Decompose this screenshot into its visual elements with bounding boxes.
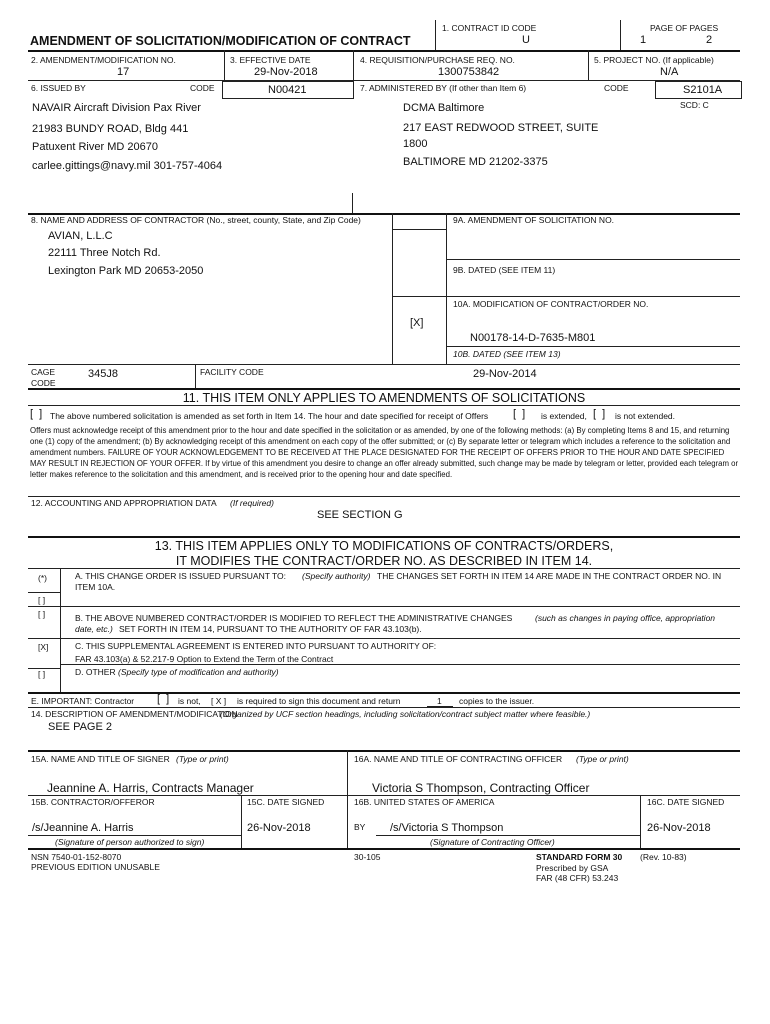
- rule: [28, 707, 740, 708]
- contractor-label: 8. NAME AND ADDRESS OF CONTRACTOR (No., street, county, State, and Zip Code): [31, 215, 361, 225]
- rule: [28, 750, 740, 752]
- item13a-authority: (Specify authority): [302, 571, 371, 581]
- page-number: 1: [640, 34, 647, 46]
- contracting-officer-italic: (Type or print): [576, 754, 629, 764]
- section-13-title: 13. THIS ITEM APPLIES ONLY TO MODIFICATIONS OF CONTRACTS/ORDERS,: [154, 539, 614, 553]
- section-11-text: The above numbered solicitation is amended as set forth in Item 14. The hour and date specified for receipt of Offers: [50, 411, 489, 421]
- dated-10b-label: 10B. DATED (SEE ITEM 13): [453, 349, 561, 359]
- project-no-value: N/A: [660, 66, 679, 78]
- rule: [446, 259, 740, 260]
- amendment-no-label: 2. AMENDMENT/MODIFICATION NO.: [31, 55, 176, 65]
- admin-line: BALTIMORE MD 21202-3375: [403, 156, 548, 168]
- cage-label: CAGE: [31, 367, 56, 377]
- rule: [640, 795, 641, 848]
- issued-by-label: 6. ISSUED BY: [31, 83, 86, 93]
- item13-empty-mark: [ ]: [38, 595, 46, 605]
- form-number: 30-105: [354, 852, 381, 862]
- nsn-number: NSN 7540-01-152-8070: [31, 852, 122, 862]
- item13b-italic: (such as changes in paying office, appropriation: [535, 613, 716, 623]
- rule: [28, 50, 740, 52]
- modification-contract-value: N00178-14-D-7635-M801: [470, 332, 596, 344]
- by-label: BY: [354, 822, 366, 832]
- rule: [28, 592, 60, 593]
- not-extended-label: is not extended.: [615, 411, 676, 421]
- far-reference: FAR (48 CFR) 53.243: [536, 873, 619, 883]
- section-11-title: 11. THIS ITEM ONLY APPLIES TO AMENDMENTS OF SOLICITATIONS: [182, 391, 586, 405]
- rule: [28, 364, 740, 365]
- contractor-line: AVIAN, L.L.C: [48, 230, 113, 242]
- signer-label: 15A. NAME AND TITLE OF SIGNER: [31, 754, 170, 764]
- rule: [392, 296, 740, 297]
- is-required-checkbox: [ X ]: [211, 696, 227, 706]
- rule: [28, 848, 740, 850]
- signature-person-caption: (Signature of person authorized to sign): [55, 837, 205, 847]
- contracting-officer-name: Victoria S Thompson, Contracting Officer: [372, 781, 590, 795]
- rule: [435, 20, 436, 50]
- effective-date-label: 3. EFFECTIVE DATE: [230, 55, 311, 65]
- contractor-line: 22111 Three Notch Rd.: [48, 247, 161, 259]
- project-no-label: 5. PROJECT NO. (If applicable): [594, 55, 714, 65]
- page-of-pages-label: PAGE OF PAGES: [650, 23, 719, 33]
- cage-value: 345J8: [88, 368, 118, 380]
- accounting-value: SEE SECTION G: [317, 509, 403, 521]
- rule: [392, 229, 446, 230]
- rule: [28, 536, 740, 538]
- item13a-text: THE CHANGES SET FORTH IN ITEM 14 ARE MADE IN THE CONTRACT ORDER NO. IN: [377, 571, 722, 581]
- item13a-text2: ITEM 10A.: [75, 582, 116, 592]
- item13b-text2: SET FORTH IN ITEM 14, PURSUANT TO THE AUTHORITY OF FAR 43.103(b).: [119, 624, 422, 634]
- signer-name: Jeannine A. Harris, Contracts Manager: [47, 781, 254, 795]
- amendment-no-value: 17: [117, 66, 130, 78]
- signer-italic: (Type or print): [176, 754, 229, 764]
- rule: [392, 213, 393, 364]
- issuer-line: Patuxent River MD 20670: [32, 141, 158, 153]
- requisition-label: 4. REQUISITION/PURCHASE REQ. NO.: [360, 55, 515, 65]
- admin-line: 217 EAST REDWOOD STREET, SUITE: [403, 122, 599, 134]
- issued-code-label: CODE: [190, 83, 215, 93]
- is-not-label: is not,: [178, 696, 201, 706]
- rule: [28, 835, 241, 836]
- administered-by-label: 7. ADMINISTERED BY (If other than Item 6): [360, 83, 527, 93]
- rule: [446, 213, 447, 364]
- officer-signature: /s/Victoria S Thompson: [390, 822, 504, 834]
- rule: [28, 795, 740, 796]
- checkbox-not-extended: [ ]: [593, 408, 606, 420]
- item13d-mark: [ ]: [38, 669, 46, 679]
- standard-form: STANDARD FORM 30: [536, 852, 623, 862]
- section-11-paragraph: Offers must acknowledge receipt of this amendment prior to the hour and date specified in the solicitation or as amended, by one of the following methods: (a) By completing Items 8 and 15, and returning one (1) copy of the amendment; (b) By acknowledging receipt of this amendment on each copy of the offer submitted; or (c) By separate letter or telegram which includes a reference to the solicitation and amendment numbers. FAILURE OF YOUR ACKNOWLEDGEMENT TO BE RECEIVED AT THE PLACE DESIGNATED FOR THE RECEIPT OF OFFERS PRIOR TO THE HOUR AND DATE SPECIFIED MAY RESULT IN REJECTION OF YOUR OFFER. If by virtue of this amendment you desire to change an offer already submitted, such change may be made by telegram or letter, provided each telegram or letter makes reference to the solicitation and this amendment, and is received prior to the opening hour and date specified.: [30, 426, 739, 479]
- admin-line: 1800: [403, 138, 428, 150]
- issuer-line: NAVAIR Aircraft Division Pax River: [32, 102, 201, 114]
- rule: [28, 405, 740, 406]
- item13b-italic2: date, etc.): [75, 624, 113, 634]
- rule: [195, 364, 196, 388]
- rule: [28, 568, 740, 569]
- checkbox-is-not: [ ]: [157, 693, 170, 705]
- rule: [352, 193, 353, 213]
- item13b-label: B. THE ABOVE NUMBERED CONTRACT/ORDER IS MODIFIED TO REFLECT THE ADMINISTRATIVE CHANGES: [75, 613, 513, 623]
- admin-line: DCMA Baltimore: [403, 102, 485, 114]
- important-label: E. IMPORTANT: Contractor: [31, 696, 135, 706]
- contract-id-label: 1. CONTRACT ID CODE: [442, 23, 537, 33]
- date-signed-15c-label: 15C. DATE SIGNED: [247, 797, 325, 807]
- rule: [28, 388, 740, 390]
- is-required-text: is required to sign this document and return: [237, 696, 401, 706]
- dated-9b-label: 9B. DATED (SEE ITEM 11): [453, 265, 556, 275]
- checkbox-extended: [ ]: [513, 408, 526, 420]
- contractor-line: Lexington Park MD 20653-2050: [48, 265, 204, 277]
- rule: [60, 664, 740, 665]
- rule: [241, 795, 242, 848]
- checkbox-11: [ ]: [30, 408, 43, 420]
- amendment-solicitation-label: 9A. AMENDMENT OF SOLICITATION NO.: [453, 215, 615, 225]
- extended-label: is extended,: [541, 411, 587, 421]
- rule: [28, 80, 740, 81]
- contract-id-value: U: [522, 34, 530, 46]
- facility-code-label: FACILITY CODE: [200, 367, 264, 377]
- admin-code-label: CODE: [604, 83, 629, 93]
- previous-edition: PREVIOUS EDITION UNUSABLE: [31, 862, 160, 872]
- item13d-italic: (Specify type of modification and authority): [118, 667, 279, 677]
- cage-label: CODE: [31, 378, 56, 388]
- description-value: SEE PAGE 2: [48, 721, 112, 733]
- form-title: AMENDMENT OF SOLICITATION/MODIFICATION OF CONTRACT: [30, 34, 411, 48]
- copies-number: 1: [437, 696, 442, 706]
- modification-contract-label: 10A. MODIFICATION OF CONTRACT/ORDER NO.: [453, 299, 649, 309]
- rule: [60, 568, 61, 692]
- issued-code-value: N00421: [268, 84, 307, 96]
- item13c-mark: [X]: [38, 642, 49, 652]
- rule: [28, 692, 740, 694]
- united-states-label: 16B. UNITED STATES OF AMERICA: [354, 797, 495, 807]
- item13b-mark: [ ]: [38, 609, 46, 619]
- scd-label: SCD: C: [680, 100, 709, 110]
- copies-text: copies to the issuer.: [459, 696, 535, 706]
- rule: [28, 496, 740, 497]
- requisition-value: 1300753842: [438, 66, 500, 78]
- dated-10b-value: 29-Nov-2014: [473, 368, 537, 380]
- issuer-line: 21983 BUNDY ROAD, Bldg 441: [32, 123, 189, 135]
- item10-checkbox: [X]: [410, 317, 424, 329]
- contractor-signature: /s/Jeannine A. Harris: [32, 822, 134, 834]
- admin-code-value: S2101A: [683, 84, 723, 96]
- signature-officer-caption: (Signature of Contracting Officer): [430, 837, 555, 847]
- contracting-officer-label: 16A. NAME AND TITLE OF CONTRACTING OFFICER: [354, 754, 563, 764]
- rule: [28, 606, 740, 607]
- date-signed-16c-value: 26-Nov-2018: [647, 822, 711, 834]
- rule: [353, 50, 354, 80]
- date-signed-15c-value: 26-Nov-2018: [247, 822, 311, 834]
- description-label: 14. DESCRIPTION OF AMENDMENT/MODIFICATION: [31, 709, 238, 719]
- rule: [620, 20, 621, 50]
- contractor-offeror-label: 15B. CONTRACTOR/OFFEROR: [31, 797, 155, 807]
- form-revision: (Rev. 10-83): [640, 852, 687, 862]
- item13c-label: C. THIS SUPPLEMENTAL AGREEMENT IS ENTERED INTO PURSUANT TO AUTHORITY OF:: [75, 641, 437, 651]
- item13d-label: D. OTHER: [75, 667, 116, 677]
- rule: [446, 346, 740, 347]
- section-13-subtitle: IT MODIFIES THE CONTRACT/ORDER NO. AS DESCRIBED IN ITEM 14.: [175, 554, 593, 568]
- rule: [347, 750, 348, 848]
- item13a-mark: (*): [38, 573, 47, 583]
- rule: [588, 50, 589, 80]
- description-italic: (Organized by UCF section headings, including solicitation/contract subject matter where feasible.): [220, 709, 591, 719]
- rule: [224, 50, 225, 80]
- effective-date-value: 29-Nov-2018: [254, 66, 318, 78]
- item13a-label: A. THIS CHANGE ORDER IS ISSUED PURSUANT TO:: [75, 571, 286, 581]
- accounting-label: 12. ACCOUNTING AND APPROPRIATION DATA: [31, 498, 217, 508]
- accounting-required: (If required): [230, 498, 274, 508]
- total-pages: 2: [706, 34, 713, 46]
- date-signed-16c-label: 16C. DATE SIGNED: [647, 797, 725, 807]
- item13c-value: FAR 43.103(a) & 52.217-9 Option to Extend the Term of the Contract: [75, 654, 334, 664]
- prescribed-by: Prescribed by GSA: [536, 863, 609, 873]
- issuer-line: carlee.gittings@navy.mil 301-757-4064: [32, 160, 223, 172]
- rule: [376, 835, 640, 836]
- rule: [28, 638, 740, 639]
